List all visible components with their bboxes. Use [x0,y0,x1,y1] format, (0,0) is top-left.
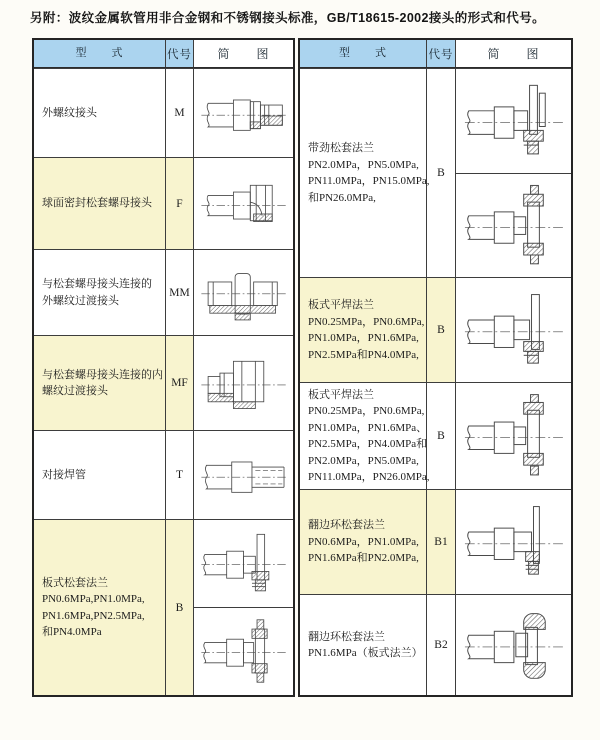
type-text: PN11.0MPa，PN26.0MPa, [308,471,430,483]
code-text: B [175,601,184,614]
type-text: PN2.0MPa，PN5.0MPa, [308,454,419,467]
type-text: 板式平焊法兰 [308,388,374,401]
table-header-row [34,40,293,68]
type-text: 板式平焊法兰 [308,299,374,311]
header-sketch: 简 图 [194,40,293,67]
type-text: PN1.0MPa，PN1.6MPa、 [308,421,428,434]
type-cell [300,69,430,277]
type-text: 翻边环松套法兰 [308,519,385,532]
type-cell [300,278,427,382]
code-cell [166,158,194,249]
table-row [34,335,293,430]
header-type: 型 式 [34,40,166,67]
header-code: 代号 [427,40,456,67]
type-text: 板式松套法兰 [42,576,108,589]
sketch-cell [194,336,293,430]
type-cell [34,69,166,157]
spherical-seal-swivel-nut-fitting-diagram [194,158,293,249]
plate-loose-flange-collar-diagram [194,607,293,695]
type-text: PN1.6MPa和PN2.0MPa, [308,552,419,565]
type-text: PN0.25MPa，PN0.6MPa, [308,315,425,328]
code-cell [427,490,456,594]
code-cell [427,278,456,382]
code-text: T [175,469,184,481]
header-code: 代号 [166,40,194,67]
header-type: 型 式 [300,40,427,67]
type-text: PN2.5MPa和PN4.0MPa, [308,348,419,361]
sketch-cell [194,158,293,249]
table-row [300,489,571,594]
code-cell [166,69,194,157]
neck-loose-flange-collar-diagram [456,173,571,278]
code-text: B [437,430,445,442]
type-text: PN2.5MPa，PN4.0MPa和 [308,438,428,450]
code-text: B2 [434,639,448,651]
type-text: 螺纹过渡接头 [42,385,108,397]
type-text: PN11.0MPa，PN15.0MPa, [308,175,430,187]
code-cell [427,383,456,489]
code-cell [166,336,194,430]
type-text: 与松套螺母接头连接的内 [42,368,163,381]
table-row [34,519,293,695]
code-text: F [176,197,183,210]
table-row [300,68,571,277]
sketch-cell [456,595,571,695]
sketch-cell [456,69,571,277]
type-text: PN1.6MPa,PN2.5MPa, [42,609,145,622]
type-text: 翻边环松套法兰 [308,630,385,643]
code-text: MF [171,377,188,389]
type-cell [300,595,427,695]
fitting-table-left-half [32,38,295,697]
type-text: 与松套螺母接头连接的 [42,278,152,290]
butt-weld-pipe-diagram [194,431,293,519]
sketch-cell [456,490,571,594]
type-text: PN1.0MPa，PN1.6MPa, [308,332,419,344]
type-cell [34,336,166,430]
table-header-row [300,40,571,68]
plate-loose-flange-diagram [194,520,293,607]
type-text: 和PN26.0MPa, [308,191,376,204]
type-cell [34,250,166,335]
code-cell [166,520,194,695]
code-text: MM [169,286,190,299]
type-text: 和PN4.0MPa [42,626,102,638]
type-text: PN0.6MPa,PN1.0MPa, [42,593,145,605]
fitting-table-right-half [298,38,573,697]
type-cell [300,383,430,489]
table-row [34,68,293,157]
type-text: 对接焊管 [42,468,86,481]
male-thread-fitting-diagram [194,69,293,157]
sketch-cell [456,383,571,489]
plate-weld-flange-collar-diagram [456,383,571,489]
fitting-table [32,38,573,697]
sketch-cell [194,520,293,695]
page-title: 另附：波纹金属软管用非合金钢和不锈钢接头标准，GB/T18615-2002接头的形式和代号。 [30,11,545,25]
table-row [300,594,571,695]
sketch-cell [194,69,293,157]
sketch-cell [194,250,293,335]
type-cell [34,158,166,249]
table-row [300,277,571,382]
neck-loose-flange-diagram [456,69,571,173]
female-thread-transition-fitting-diagram [194,336,293,430]
code-text: B1 [434,536,448,548]
code-cell [427,595,456,695]
type-text: PN1.6MPa（板式法兰） [308,647,423,659]
sketch-cell [194,431,293,519]
type-cell [300,490,427,594]
type-cell [34,520,166,695]
flanged-ring-plate-flange-diagram [456,595,571,695]
code-cell [427,69,456,277]
type-cell [34,431,166,519]
sketch-cell [456,278,571,382]
code-cell [166,250,194,335]
code-text: M [174,107,185,119]
type-text: PN0.25MPa，PN0.6MPa, [308,405,425,417]
male-thread-transition-fitting-diagram [194,250,293,335]
type-text: 外螺纹过渡接头 [42,294,119,307]
type-text: 外螺纹接头 [42,106,97,119]
plate-weld-flange-diagram [456,278,571,382]
code-text: B [437,324,445,336]
type-text: 带劲松套法兰 [308,142,374,154]
table-row [300,382,571,489]
type-text: 球面密封松套螺母接头 [42,197,152,210]
code-cell [166,431,194,519]
type-text: PN0.6MPa，PN1.0MPa, [308,535,419,548]
type-text: PN2.0MPa，PN5.0MPa, [308,158,419,171]
header-sketch: 简 图 [456,40,571,67]
table-row [34,157,293,249]
table-row [34,430,293,519]
table-row [34,249,293,335]
code-text: B [437,167,445,179]
flanged-ring-loose-flange-diagram [456,490,571,594]
